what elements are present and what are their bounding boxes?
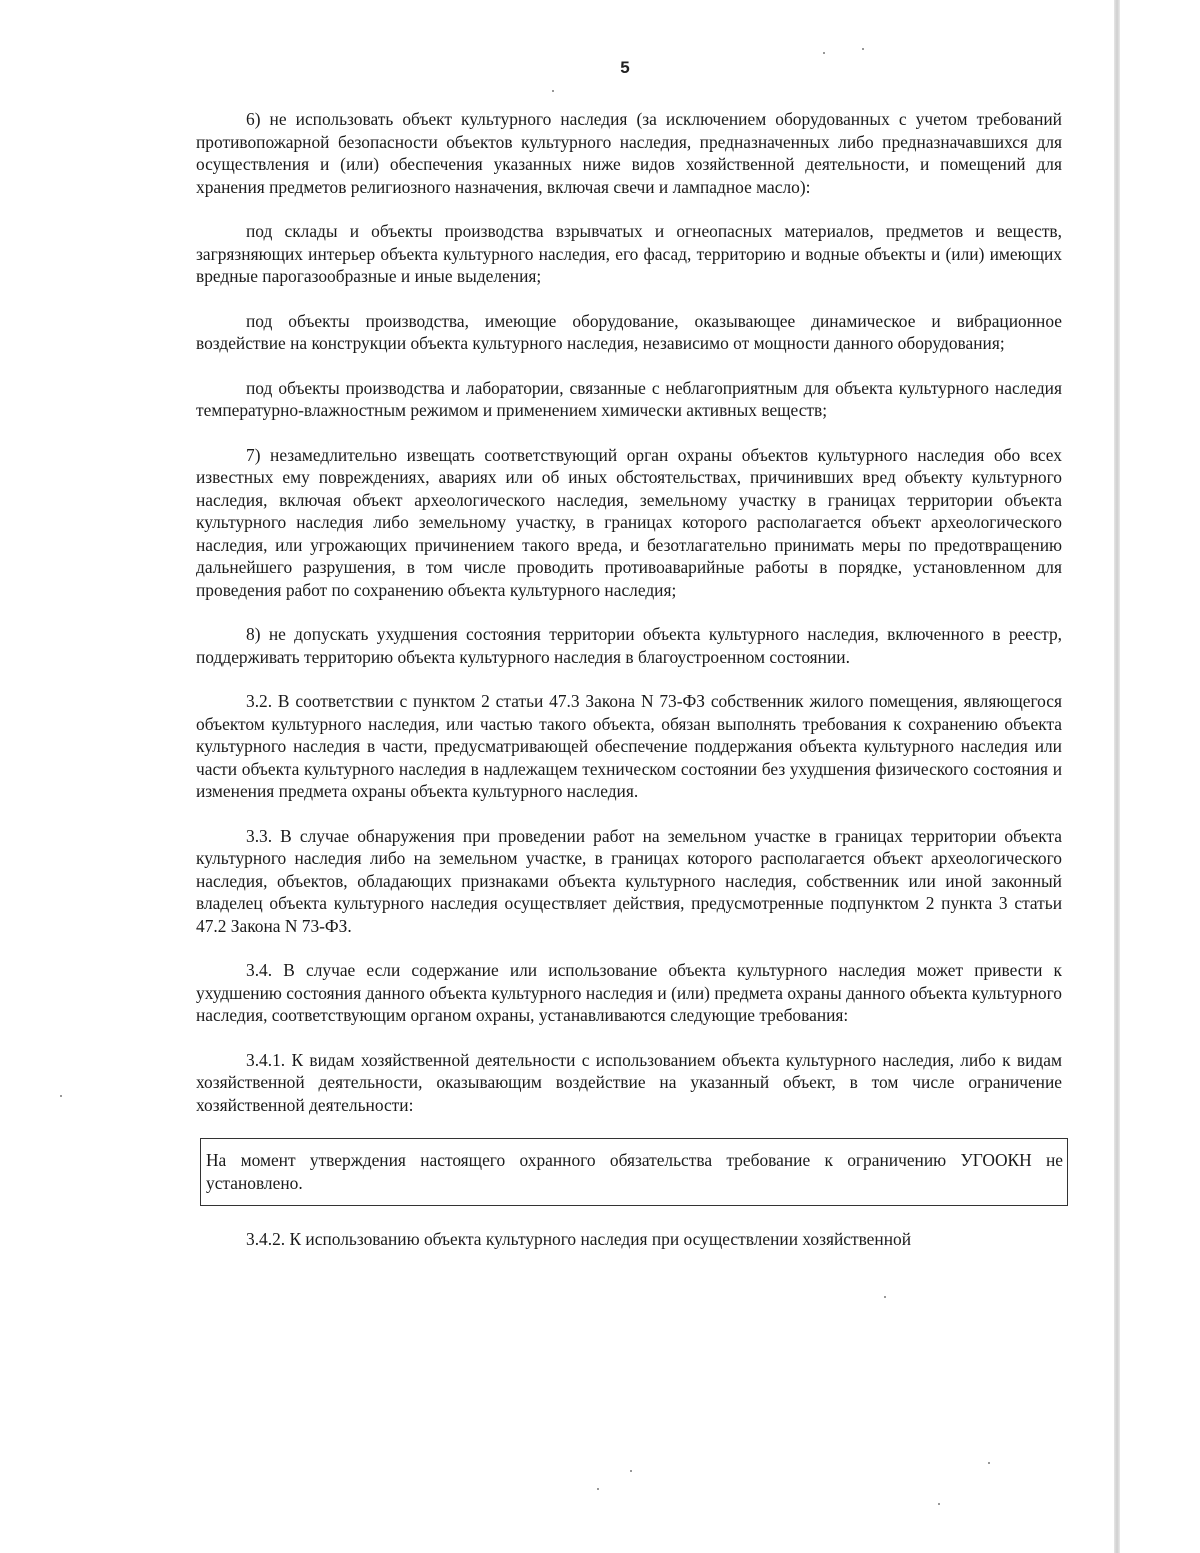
paragraph-3-2: 3.2. В соответствии с пунктом 2 статьи 47.3 Закона N 73-ФЗ собственник жилого помещения, являющегося объектом культурного наследия, или частью такого объекта, обязан выполнять требования к сохранению объекта культурного наследия в части, предусматривающей обеспечение поддержания объекта культурного наследия или части объекта культурного наследия в надлежащем техническом состоянии без ухудшения физического состояния и изменения предмета охраны объекта культурного наследия.	[196, 691, 1062, 801]
scan-speck	[862, 48, 864, 50]
paragraph-production-equipment: под объекты производства, имеющие оборудование, оказывающее динамическое и вибрационное воздействие на конструкции объекта культурного наследия, независимо от мощности данного оборудования;	[196, 310, 1062, 353]
scan-speck	[597, 1488, 599, 1490]
scan-speck	[60, 1095, 62, 1097]
scan-speck	[552, 90, 554, 92]
paragraph-8: 8) не допускать ухудшения состояния территории объекта культурного наследия, включенного в реестр, поддерживать территорию объекта культурного наследия в благоустроенном состоянии.	[196, 624, 1062, 667]
page-edge-shadow	[1114, 0, 1120, 1553]
restriction-box: На момент утверждения настоящего охранного обязательства требование к ограничению УГООКН не установлено.	[200, 1138, 1068, 1206]
scan-speck	[988, 1462, 990, 1464]
scan-speck	[938, 1503, 940, 1505]
paragraph-3-3: 3.3. В случае обнаружения при проведении работ на земельном участке в границах территории объекта культурного наследия либо на земельном участке, в границах которого располагается объект археологического наследия, объектов, обладающих признаками объекта культурного наследия, собственник или иной законный владелец объекта культурного наследия осуществляет действия, предусмотренные подпунктом 2 пункта 3 статьи 47.2 Закона N 73-ФЗ.	[196, 825, 1062, 936]
paragraph-3-4-2: 3.4.2. К использованию объекта культурного наследия при осуществлении хозяйственной	[246, 1229, 912, 1249]
scan-speck	[630, 1470, 632, 1472]
document-body	[196, 108, 1062, 1273]
paragraph-3-4-1: 3.4.1. К видам хозяйственной деятельности с использованием объекта культурного наследия, либо к видам хозяйственной деятельности, оказывающим воздействие на указанный объект, в том числе ограничение хозяйственной деятельности:	[196, 1049, 1062, 1115]
page-number: 5	[620, 58, 630, 77]
paragraph-laboratories: под объекты производства и лаборатории, связанные с неблагоприятным для объекта культурного наследия температурно-влажностным режимом и применением химически активных веществ;	[196, 377, 1062, 420]
paragraph-warehouses: под склады и объекты производства взрывчатых и огнеопасных материалов, предметов и веществ, загрязняющих интерьер объекта культурного наследия, его фасад, территорию и водные объекты и (или) имеющих вредные парогазообразные и иные выделения;	[196, 221, 1062, 286]
scan-speck	[823, 52, 825, 54]
paragraph-7: 7) незамедлительно извещать соответствующий орган охраны объектов культурного наследия обо всех известных ему повреждениях, авариях или об иных обстоятельствах, причинивших вред объекту культурного наследия, включая объект археологического наследия, земельному участку в границах территории объекта культурного наследия либо земельному участку, в границах которого располагается объект археологического наследия, или угрожающих причинением такого вреда, и безотлагательно принимать меры по предотвращению дальнейшего разрушения, в том числе проводить противоаварийные работы в порядке, установленном для проведения работ по сохранению объекта культурного наследия;	[196, 444, 1062, 600]
paragraph-3-4: 3.4. В случае если содержание или использование объекта культурного наследия может привести к ухудшению состояния данного объекта культурного наследия и (или) предмета охраны данного объекта культурного наследия, соответствующим органом охраны, устанавливаются следующие требования:	[196, 960, 1062, 1025]
paragraph-6: 6) не использовать объект культурного наследия (за исключением оборудованных с учетом требований противопожарной безопасности объектов культурного наследия, предназначенных либо предназначавшихся для осуществления и (или) обеспечения указанных ниже видов хозяйственной деятельности, и помещений для хранения предметов религиозного назначения, включая свечи и лампадное масло):	[196, 109, 1062, 197]
scan-speck	[884, 1296, 886, 1298]
